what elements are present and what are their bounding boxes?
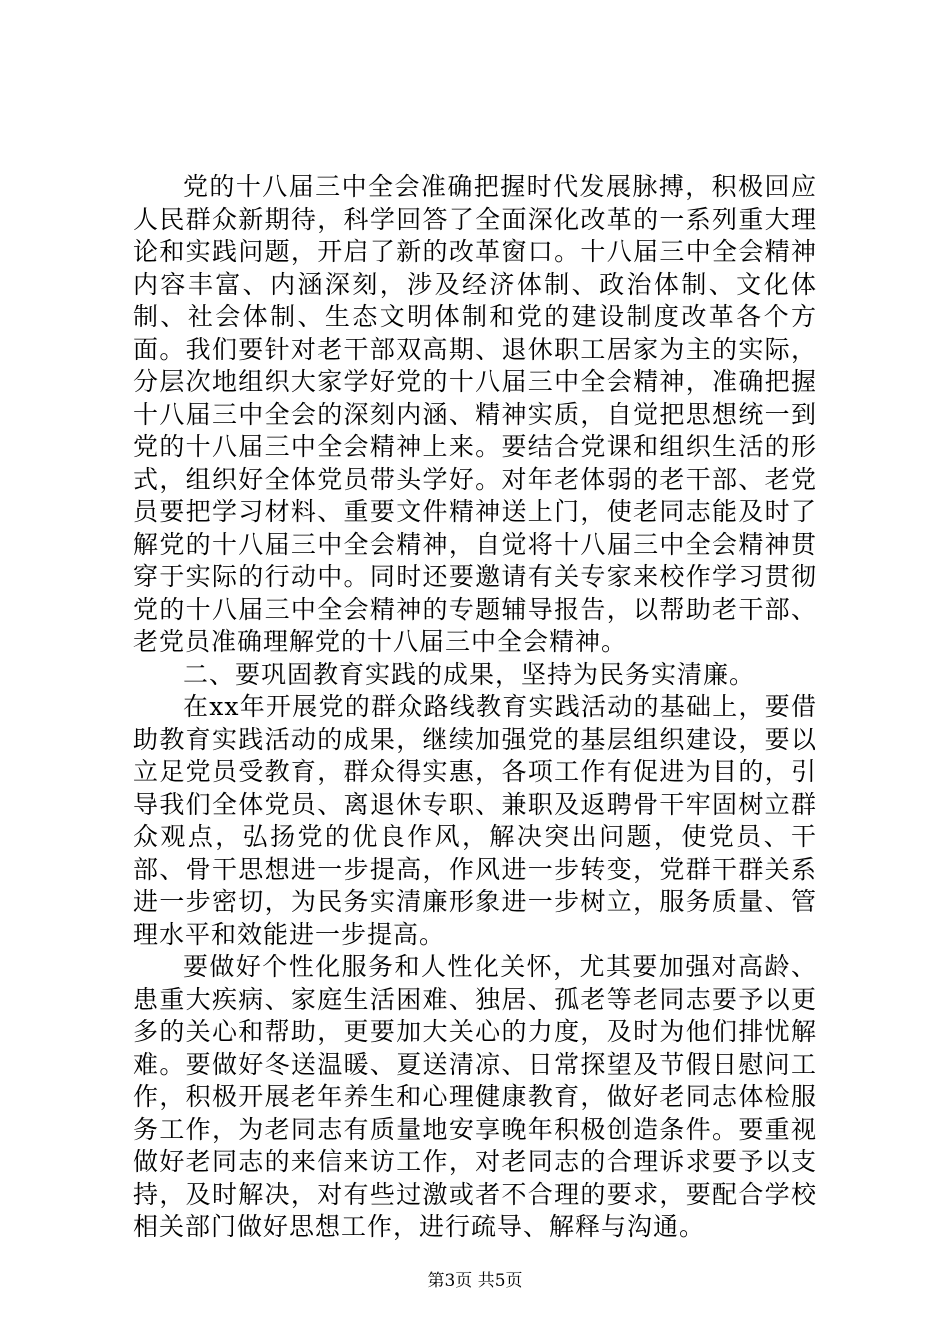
page-number-footer: 第3页 共5页 (427, 1271, 523, 1291)
paragraph: 在xx年开展党的群众路线教育实践活动的基础上，要借助教育实践活动的成果，继续加强党的基层组织建设，要以立足党员受教育，群众得实惠，各项工作有促进为目的，引导我们全体党员、离退休专职、兼职及返聘骨干牢固树立群众观点，弘扬党的优良作风，解决突出问题，使党员、干部、骨干思想进一步提高，作风进一步转变，党群干群关系进一步密切，为民务实清廉形象进一步树立，服务质量、管理水平和效能进一步提高。 (133, 692, 817, 949)
document-body (133, 171, 817, 1244)
paragraph: 党的十八届三中全会准确把握时代发展脉搏，积极回应人民群众新期待，科学回答了全面深化改革的一系列重大理论和实践问题，开启了新的改革窗口。十八届三中全会精神内容丰富、内涵深刻，涉及经济体制、政治体制、文化体制、社会体制、生态文明体制和党的建设制度改革各个方面。我们要针对老干部双高期、退休职工居家为主的实际，分层次地组织大家学好党的十八届三中全会精神，准确把握十八届三中全会的深刻内涵、精神实质，自觉把思想统一到党的十八届三中全会精神上来。要结合党课和组织生活的形式，组织好全体党员带头学好。对年老体弱的老干部、老党员要把学习材料、重要文件精神送上门，使老同志能及时了解党的十八届三中全会精神，自觉将十八届三中全会精神贯穿于实际的行动中。同时还要邀请有关专家来校作学习贯彻党的十八届三中全会精神的专题辅导报告，以帮助老干部、老党员准确理解党的十八届三中全会精神。 (133, 172, 817, 656)
paragraph: 要做好个性化服务和人性化关怀，尤其要加强对高龄、患重大疾病、家庭生活困难、独居、孤老等老同志要予以更多的关心和帮助，更要加大关心的力度，及时为他们排忧解难。要做好冬送温暖、夏送清凉、日常探望及节假日慰问工作，积极开展老年养生和心理健康教育，做好老同志体检服务工作，为老同志有质量地安享晚年积极创造条件。要重视做好老同志的来信来访工作，对老同志的合理诉求要予以支持，及时解决，对有些过激或者不合理的要求，要配合学校相关部门做好思想工作，进行疏导、解释与沟通。 (133, 952, 817, 1241)
section-heading: 二、要巩固教育实践的成果，坚持为民务实清廉。 (183, 659, 756, 689)
